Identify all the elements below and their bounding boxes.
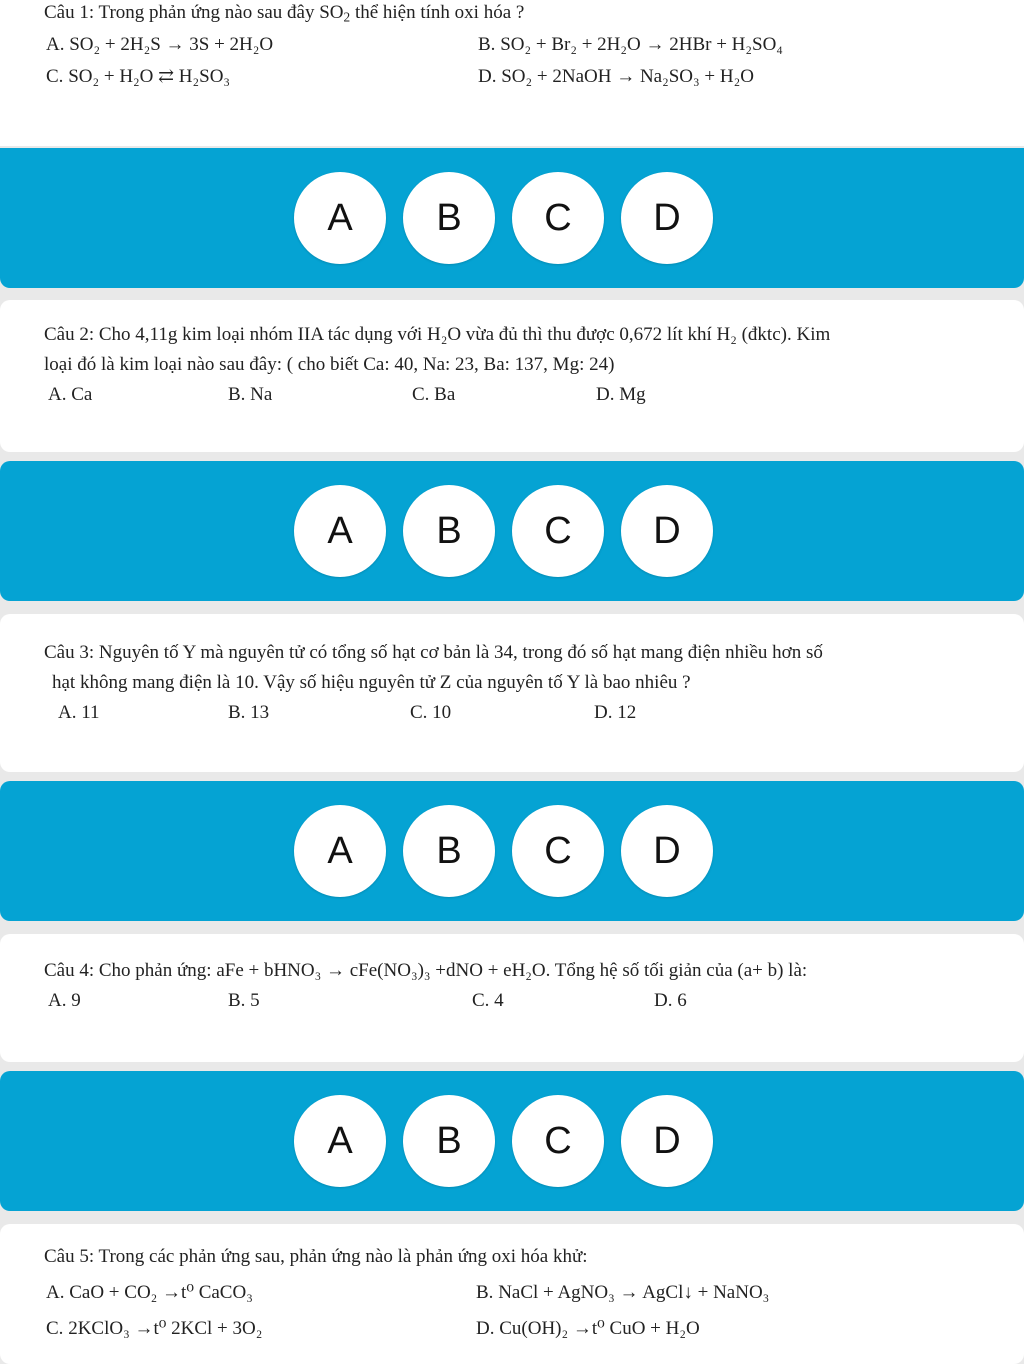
question-2-text-line2: loại đó là kim loại nào sau đây: ( cho biết Ca: 40, Na: 23, Ba: 137, Mg: 24) (44, 354, 615, 375)
question-3-option-b: B. 13 (228, 702, 270, 723)
question-3-text-line1: Câu 3: Nguyên tố Y mà nguyên tử có tổng số hạt cơ bản là 34, trong đó số hạt mang điện nhiều hơn số (44, 642, 823, 663)
answer-button-b[interactable]: B (403, 485, 495, 577)
answer-button-c[interactable]: C (512, 805, 604, 897)
answer-button-b[interactable]: B (403, 172, 495, 264)
answer-button-a[interactable]: A (294, 485, 386, 577)
question-3-option-a: A. 11 (58, 702, 100, 723)
question-3-text-line2: hạt không mang điện là 10. Vậy số hiệu nguyên tử Z của nguyên tố Y là bao nhiêu ? (52, 672, 691, 693)
question-2-option-b: B. Na (228, 384, 273, 405)
question-5-text: Câu 5: Trong các phản ứng sau, phản ứng nào là phản ứng oxi hóa khử: (44, 1246, 588, 1267)
question-5-option-c: C. 2KClO₃ →t⁰ 2KCl + 3O₂ (46, 1318, 263, 1339)
question-5-option-b: B. NaCl + AgNO₃ → AgCl↓ + NaNO₃ (476, 1282, 770, 1303)
option-c-equation: SO₂ + H₂O ⇄ H₂SO₃ (68, 66, 231, 87)
answer-button-c[interactable]: C (512, 485, 604, 577)
question-1-card (0, 0, 1024, 146)
answer-button-a[interactable]: A (294, 805, 386, 897)
answer-button-a[interactable]: A (294, 172, 386, 264)
answer-button-b[interactable]: B (403, 805, 495, 897)
answer-button-d[interactable]: D (621, 172, 713, 264)
question-2-option-c: C. Ba (412, 384, 456, 405)
answer-button-d[interactable]: D (621, 485, 713, 577)
answer-button-b[interactable]: B (403, 1095, 495, 1187)
option-c-equation: 2KClO₃ →t⁰ 2KCl + 3O₂ (68, 1318, 263, 1339)
question-1-text: Câu 1: Trong phản ứng nào sau đây $SO_2$ thể hiện tính oxi hóa ? (44, 2, 525, 25)
answer-button-d[interactable]: D (621, 1095, 713, 1187)
answer-button-c[interactable]: C (512, 1095, 604, 1187)
question-4-option-c: C. 4 (472, 990, 504, 1011)
answer-panel-2 (0, 461, 1024, 601)
question-5-card (0, 1224, 1024, 1364)
question-4-option-d: D. 6 (654, 990, 687, 1011)
option-a-equation: SO₂ + 2H₂S → 3S + 2H₂O (69, 34, 274, 55)
question-2-card (0, 300, 1024, 452)
question-5-option-a: A. CaO + CO₂ →t⁰ CaCO₃ (46, 1282, 253, 1303)
answer-button-c[interactable]: C (512, 172, 604, 264)
question-2-option-a: A. Ca (48, 384, 93, 405)
question-4-option-b: B. 5 (228, 990, 260, 1011)
answer-panel-1 (0, 148, 1024, 288)
option-d-equation: SO₂ + 2NaOH → Na₂SO₃ + H₂O (501, 66, 754, 87)
question-3-option-d: D. 12 (594, 702, 637, 723)
answer-panel-3 (0, 781, 1024, 921)
question-1-option-d: D. SO₂ + 2NaOH → Na₂SO₃ + H₂O (478, 66, 754, 87)
question-3-option-c: C. 10 (410, 702, 452, 723)
option-d-equation: Cu(OH)₂ →t⁰ CuO + H₂O (499, 1318, 700, 1339)
question-2-text-line1: Câu 2: Cho 4,11g kim loại nhóm IIA tác dụng với H₂O vừa đủ thì thu được 0,672 lít khí H₂ (đktc). Kim (44, 324, 831, 345)
question-3-card (0, 614, 1024, 772)
option-a-equation: CaO + CO₂ →t⁰ CaCO₃ (69, 1282, 253, 1303)
answer-panel-4 (0, 1071, 1024, 1211)
option-b-equation: NaCl + AgNO₃ → AgCl↓ + NaNO₃ (498, 1282, 770, 1303)
question-1-option-a: A. SO₂ + 2H₂S → 3S + 2H₂O (46, 34, 274, 55)
question-1-option-b: B. SO₂ + Br₂ + 2H₂O → 2HBr + H₂SO₄ (478, 34, 783, 55)
question-2-option-d: D. Mg (596, 384, 646, 405)
option-b-equation: SO₂ + Br₂ + 2H₂O → 2HBr + H₂SO₄ (500, 34, 783, 55)
question-5-option-d: D. Cu(OH)₂ →t⁰ CuO + H₂O (476, 1318, 700, 1339)
question-4-option-a: A. 9 (48, 990, 81, 1011)
question-4-card (0, 934, 1024, 1062)
answer-button-d[interactable]: D (621, 805, 713, 897)
answer-button-a[interactable]: A (294, 1095, 386, 1187)
question-1-option-c: C. SO₂ + H₂O ⇄ H₂SO₃ (46, 66, 231, 87)
question-4-text: Câu 4: Cho phản ứng: aFe + bHNO₃ → cFe(NO₃)₃ +dNO + eH₂O. Tổng hệ số tối giản của (a+ b) là: (44, 960, 808, 981)
